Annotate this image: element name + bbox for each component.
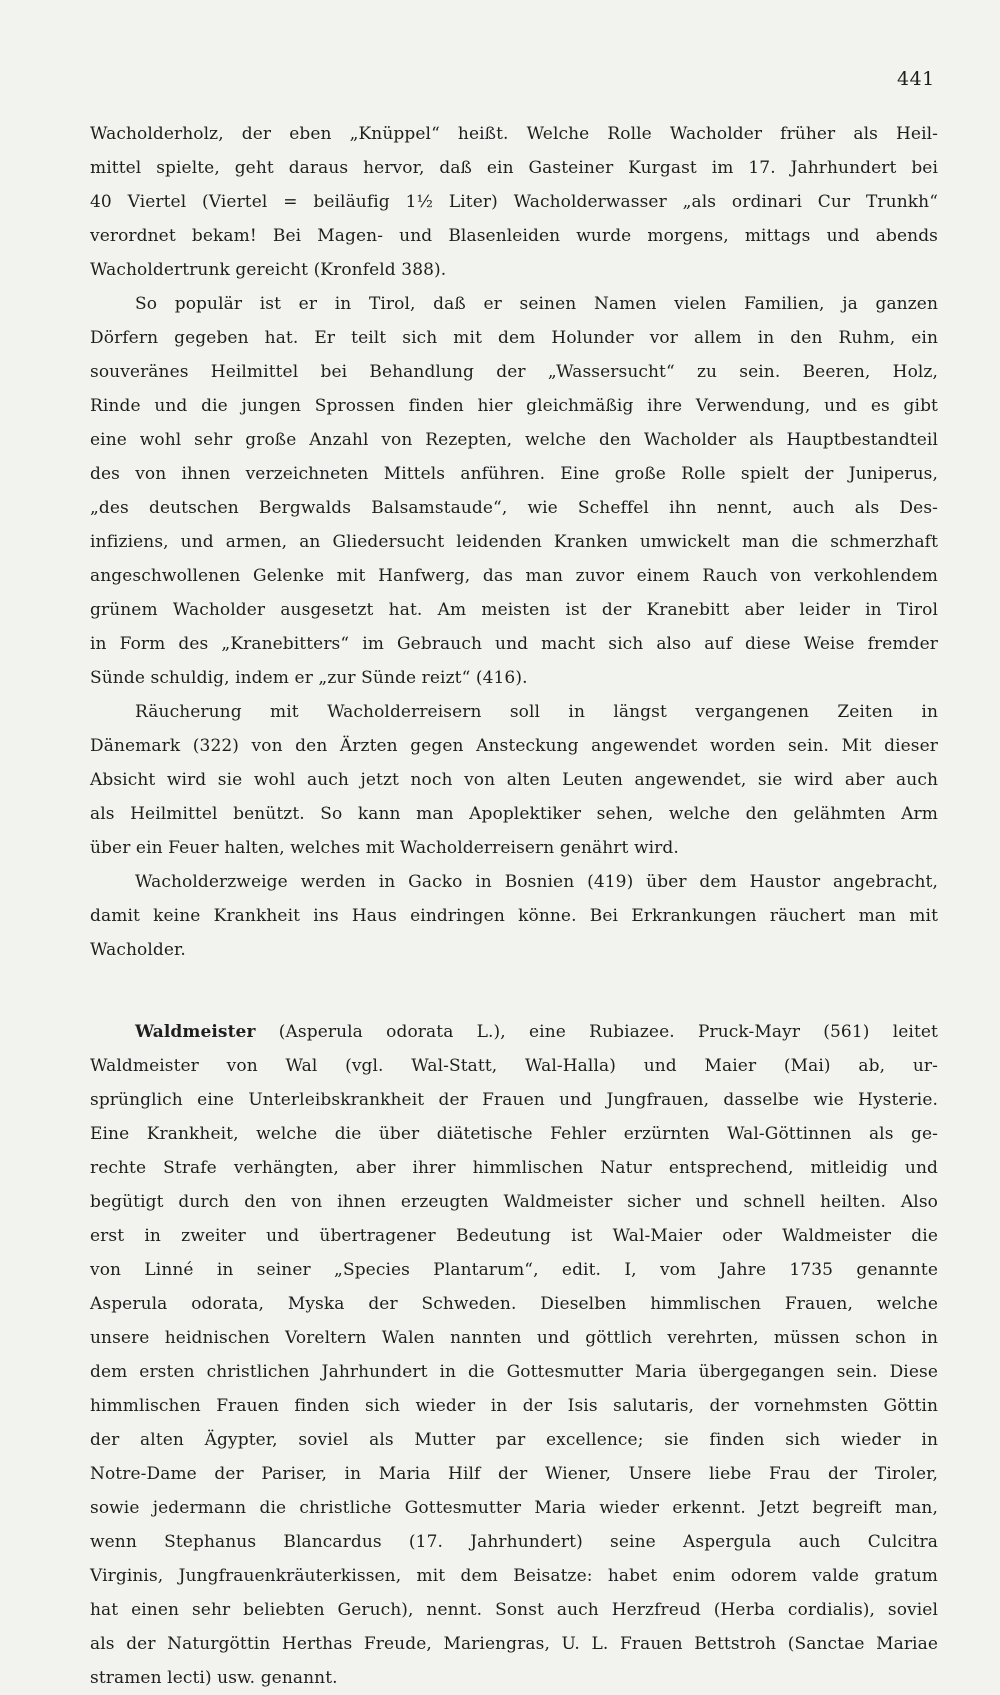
text-line: So populär ist er in Tirol, daß er seinen Namen vielen Familien, ja ganzen (135, 294, 938, 314)
text-line: Notre-Dame der Pariser, in Maria Hilf der Wiener, Unsere liebe Frau der Tiroler, (90, 1464, 938, 1484)
body-text (90, 117, 938, 1695)
text-line: als der Naturgöttin Herthas Freude, Mariengras, U. L. Frauen Bettstroh (Sanctae Mariae (90, 1634, 938, 1654)
text-line: dem ersten christlichen Jahrhundert in die Gottesmutter Maria übergegangen sein. Diese (90, 1362, 938, 1382)
text-line: rechte Strafe verhängten, aber ihrer himmlischen Natur entsprechend, mitleidig und (90, 1158, 938, 1178)
page-number: 441 (897, 68, 935, 90)
text-line: Dörfern gegeben hat. Er teilt sich mit dem Holunder vor allem in den Ruhm, ein (90, 328, 938, 348)
text-line: der alten Ägypter, soviel als Mutter par excellence; sie finden sich wieder in (90, 1430, 938, 1450)
text-line: des von ihnen verzeichneten Mittels anführen. Eine große Rolle spielt der Juniperus, (90, 464, 938, 484)
paragraph (90, 695, 938, 865)
paragraph (90, 865, 938, 967)
text-line: als Heilmittel benützt. So kann man Apoplektiker sehen, welche den gelähmten Arm (90, 804, 938, 824)
text-line: himmlischen Frauen finden sich wieder in der Isis salutaris, der vornehmsten Göttin (90, 1396, 938, 1416)
text-line: erst in zweiter und übertragener Bedeutung ist Wal-Maier oder Waldmeister die (90, 1226, 938, 1246)
text-line (90, 1015, 938, 1049)
text-line: eine wohl sehr große Anzahl von Rezepten, welche den Wacholder als Hauptbestandteil (90, 430, 938, 450)
text-line: Rinde und die jungen Sprossen finden hier gleichmäßig ihre Verwendung, und es gibt (90, 396, 938, 416)
text-line: hat einen sehr beliebten Geruch), nennt. Sonst auch Herzfreud (Herba cordialis), soviel (90, 1600, 938, 1620)
text-line: über ein Feuer halten, welches mit Wacholderreisern genährt wird. (90, 838, 679, 858)
entry-waldmeister (90, 1015, 938, 1695)
text-line: „des deutschen Bergwalds Balsamstaude“, wie Scheffel ihn nennt, auch als Des- (90, 498, 938, 518)
text-line: damit keine Krankheit ins Haus eindringen könne. Bei Erkrankungen räuchert man mit (90, 906, 938, 926)
text-line: unsere heidnischen Voreltern Walen nannten und göttlich verehrten, müssen schon in (90, 1328, 938, 1348)
text-line: Asperula odorata, Myska der Schweden. Dieselben himmlischen Frauen, welche (90, 1294, 938, 1314)
text-line: Waldmeister von Wal (vgl. Wal-Statt, Wal-Halla) und Maier (Mai) ab, ur- (90, 1056, 938, 1076)
text-line: Absicht wird sie wohl auch jetzt noch von alten Leuten angewendet, sie wird aber auch (90, 770, 938, 790)
text-line: 40 Viertel (Viertel = beiläufig 1½ Liter) Wacholderwasser „als ordinari Cur Trunkh“ (90, 192, 938, 212)
text-line: sprünglich eine Unterleibskrankheit der Frauen und Jungfrauen, dasselbe wie Hysterie. (90, 1090, 938, 1110)
paragraph (90, 287, 938, 695)
entry-heading: Waldmeister (135, 1022, 256, 1042)
text-line: Wacholderzweige werden in Gacko in Bosnien (419) über dem Haustor angebracht, (135, 872, 938, 892)
text-line: begütigt durch den von ihnen erzeugten Waldmeister sicher und schnell heilten. Also (90, 1192, 938, 1212)
section-gap (90, 967, 938, 1015)
text-line: Virginis, Jungfrauenkräuterkissen, mit dem Beisatze: habet enim odorem valde gratum (90, 1566, 938, 1586)
text-line: grünem Wacholder ausgesetzt hat. Am meisten ist der Kranebitt aber leider in Tirol (90, 600, 938, 620)
text-line: in Form des „Kranebitters“ im Gebrauch und macht sich also auf diese Weise fremder (90, 634, 938, 654)
text-line: angeschwollenen Gelenke mit Hanfwerg, das man zuvor einem Rauch von verkohlendem (90, 566, 938, 586)
text-line: mittel spielte, geht daraus hervor, daß ein Gasteiner Kurgast im 17. Jahrhundert bei (90, 158, 938, 178)
text-line: Dänemark (322) von den Ärzten gegen Ansteckung angewendet worden sein. Mit dieser (90, 736, 938, 756)
text-line: infiziens, und armen, an Gliedersucht leidenden Kranken umwickelt man die schmerzhaft (90, 532, 938, 552)
text-line: verordnet bekam! Bei Magen- und Blasenleiden wurde morgens, mittags und abends (90, 226, 938, 246)
text-line: Wacholderholz, der eben „Knüppel“ heißt. Welche Rolle Wacholder früher als Heil- (90, 124, 938, 144)
text-line: Eine Krankheit, welche die über diätetische Fehler erzürnten Wal-Göttinnen als ge- (90, 1124, 938, 1144)
paragraph (90, 117, 938, 287)
text-line: Räucherung mit Wacholderreisern soll in längst vergangenen Zeiten in (135, 702, 938, 722)
text-line: Wacholdertrunk gereicht (Kronfeld 388). (90, 260, 447, 280)
text-line: von Linné in seiner „Species Plantarum“, edit. I, vom Jahre 1735 genannte (90, 1260, 938, 1280)
text-line: souveränes Heilmittel bei Behandlung der „Wassersucht“ zu sein. Beeren, Holz, (90, 362, 938, 382)
text-line: Sünde schuldig, indem er „zur Sünde reizt“ (416). (90, 668, 528, 688)
text-line: stramen lecti) usw. genannt. (90, 1668, 338, 1688)
entry-heading-rest: (Asperula odorata L.), eine Rubiazee. Pruck-Mayr (561) leitet (255, 1022, 938, 1042)
text-line: sowie jedermann die christliche Gottesmutter Maria wieder erkennt. Jetzt begreift man, (90, 1498, 938, 1518)
text-line: Wacholder. (90, 940, 186, 960)
text-line: wenn Stephanus Blancardus (17. Jahrhundert) seine Aspergula auch Culcitra (90, 1532, 938, 1552)
